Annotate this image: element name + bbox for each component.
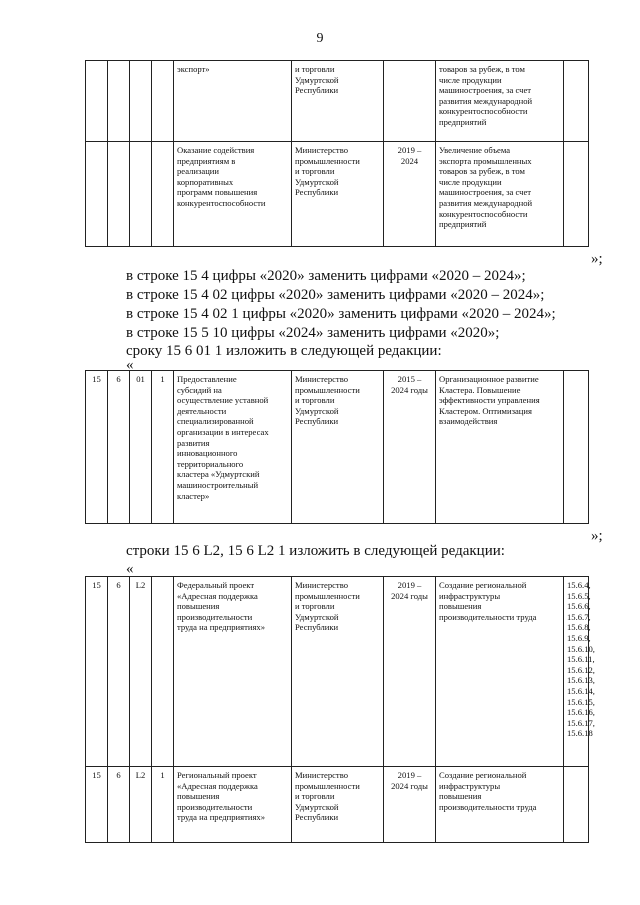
cell-name: Региональный проект «Адресная поддержка повышения производительности труда на предприятиях» [174,767,292,843]
cell-period: 2019 – 2024 годы [384,767,436,843]
table-row [86,577,589,767]
cell-code-4: 1 [152,767,174,843]
cell-indicators [564,371,589,524]
cell-code-1: 15 [86,371,108,524]
cell-result: Увеличение объема экспорта промышленных товаров за рубеж, в том числе продукции машиностроения, за счет развития международной конкурентоспособности предприятий [436,142,564,247]
cell-result: Организационное развитие Кластера. Повышение эффективности управления Кластером. Оптимизация взаимодействия [436,371,564,524]
cell-code-3 [130,61,152,142]
table-replacement-1 [85,370,589,524]
cell-executor: Министерство промышленности и торговли Удмуртской Республики [292,577,384,767]
table-row [86,371,589,524]
closing-quote: »; [591,528,603,544]
intro-text: сроку 15 6 01 1 изложить в следующей редакции: [126,343,442,359]
cell-result: Создание региональной инфраструктуры повышения производительности труда [436,767,564,843]
cell-code-2 [108,61,130,142]
cell-indicators [564,61,589,142]
cell-code-4 [152,142,174,247]
cell-code-2 [108,142,130,247]
amendment-item: в строке 15 4 цифры «2020» заменить цифрами «2020 – 2024»; [126,268,526,284]
cell-code-1 [86,142,108,247]
cell-code-3 [130,142,152,247]
cell-code-4 [152,61,174,142]
cell-code-1: 15 [86,577,108,767]
table-replacement-2 [85,576,595,843]
cell-indicators [564,142,589,247]
cell-name: Оказание содействия предприятиям в реализации корпоративных программ повышения конкурентоспособности [174,142,292,247]
cell-code-3: L2 [130,767,152,843]
cell-code-4 [152,577,174,767]
cell-executor: Министерство промышленности и торговли Удмуртской Республики [292,371,384,524]
cell-result: Создание региональной инфраструктуры повышения производительности труда [436,577,564,767]
amendment-item: в строке 15 4 02 1 цифры «2020» заменить цифрами «2020 – 2024»; [126,306,556,322]
amendment-item: в строке 15 4 02 цифры «2020» заменить цифрами «2020 – 2024»; [126,287,545,303]
table-row [86,61,589,142]
cell-result: товаров за рубеж, в том числе продукции машиностроения, за счет развития международной конкурентоспособности предприятий [436,61,564,142]
cell-executor: Министерство промышленности и торговли Удмуртской Республики [292,767,384,843]
cell-code-3: L2 [130,577,152,767]
closing-quote: »; [591,251,603,267]
cell-period: 2015 – 2024 годы [384,371,436,524]
cell-executor: и торговли Удмуртской Республики [292,61,384,142]
cell-code-2: 6 [108,371,130,524]
amendment-list [126,267,556,343]
cell-executor: Министерство промышленности и торговли Удмуртской Республики [292,142,384,247]
cell-indicators [564,767,589,843]
cell-code-2: 6 [108,577,130,767]
cell-code-4: 1 [152,371,174,524]
cell-code-2: 6 [108,767,130,843]
page-number: 9 [316,31,324,46]
cell-name: Федеральный проект «Адресная поддержка повышения производительности труда на предприятиях» [174,577,292,767]
table-continuation [85,60,589,247]
cell-period: 2019 – 2024 [384,142,436,247]
cell-indicators: 15.6.4, 15.6.5, 15.6.6, 15.6.7, 15.6.8, 15.6.9, 15.6.10, 15.6.11, 15.6.12, 15.6.13, 15.6.14, 15.6.15, 15.6.16, 15.6.17, 15.6.18 [564,577,589,767]
cell-period: 2019 – 2024 годы [384,577,436,767]
table-row [86,767,589,843]
intro-text: строки 15 6 L2, 15 6 L2 1 изложить в следующей редакции: [126,543,505,559]
cell-name: экспорт» [174,61,292,142]
cell-code-1: 15 [86,767,108,843]
table-row [86,142,589,247]
opening-quote: « [126,561,134,577]
amendment-item: в строке 15 5 10 цифры «2024» заменить цифрами «2020»; [126,325,500,341]
cell-code-1 [86,61,108,142]
cell-name: Предоставление субсидий на осуществление уставной деятельности специализированной организации в интересах развития инновационного территориального кластера «Удмуртский машиностроительный кластер» [174,371,292,524]
cell-code-3: 01 [130,371,152,524]
cell-period [384,61,436,142]
opening-quote: « [126,357,134,373]
